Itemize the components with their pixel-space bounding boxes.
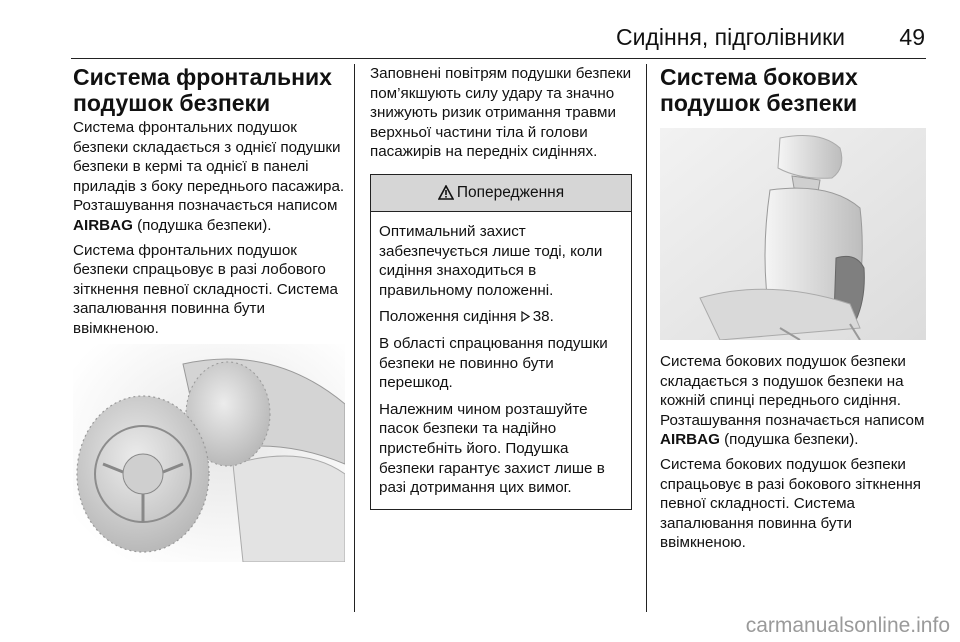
text-run: Система фронтальних подушок безпеки складається з однієї подушки безпеки в кермі та однієї в панелі приладів з боку переднього пасажира. Розташування позначається написом — [73, 119, 345, 215]
paragraph: Належним чином розташуйте пасок безпеки та надійно пристебніть його. Подушка безпеки гарантує захист лише в разі дотримання цих вимог. — [379, 400, 605, 497]
page-number: 49 — [899, 24, 925, 50]
page-reference-icon — [521, 311, 530, 322]
warning-title: Попередження — [456, 183, 565, 201]
paragraph: Система фронтальних подушок безпеки спрацьовує в разі лобового зіткнення певної складності. Система запалювання повинна бути ввімкненою. — [73, 241, 338, 337]
warning-body — [371, 212, 631, 509]
text-run: Система бокових подушок безпеки складається з подушок безпеки на кожній спинці переднього сидіння. Розташування позначається написом — [660, 353, 925, 429]
side-airbag-seat-illustration — [660, 128, 926, 340]
column-side-airbags — [660, 64, 930, 558]
paragraph — [660, 352, 930, 450]
paragraph: Оптимальний захист забезпечується лише тоді, коли сидіння знаходиться в правильному положенні. — [379, 222, 603, 299]
paragraph: Система бокових подушок безпеки спрацьовує в разі бокового зіткнення певної складності. Система запалювання повинна бути ввімкненою. — [660, 455, 922, 552]
warning-header — [371, 175, 631, 212]
text-run: (подушка безпеки). — [132, 216, 272, 234]
warning-box — [370, 174, 632, 510]
frontal-airbag-illustration — [73, 344, 345, 562]
paragraph: Заповнені повітрям подушки безпеки пом’якшують силу удару та значно знижують ризик отримання травми верхньої частини тіла й голови пасажирів на передніх сидіннях. — [370, 65, 632, 161]
column-frontal-airbags — [73, 64, 345, 562]
warning-triangle-icon — [438, 185, 454, 200]
text-run: Положення сидіння — [379, 308, 521, 326]
paragraph: В області спрацювання подушки безпеки не повинно бути перешкод. — [379, 334, 608, 392]
section-heading: Система бокових подушок безпеки — [660, 64, 858, 116]
paragraph — [73, 118, 345, 236]
column-airbag-info — [370, 64, 632, 510]
airbag-label: AIRBAG — [73, 216, 133, 234]
page-header — [0, 24, 925, 52]
paragraph — [379, 307, 623, 327]
running-title: Сидіння, підголівники — [616, 24, 845, 50]
section-heading: Система фронтальних подушок безпеки — [73, 64, 332, 116]
watermark: carmanualsonline.info — [745, 614, 950, 637]
column-divider — [354, 64, 355, 612]
text-run: (подушка безпеки). — [719, 431, 859, 449]
page-reference-link[interactable]: 38. — [532, 308, 554, 326]
column-divider — [646, 64, 647, 612]
airbag-label: AIRBAG — [660, 431, 720, 449]
header-rule — [71, 58, 926, 59]
